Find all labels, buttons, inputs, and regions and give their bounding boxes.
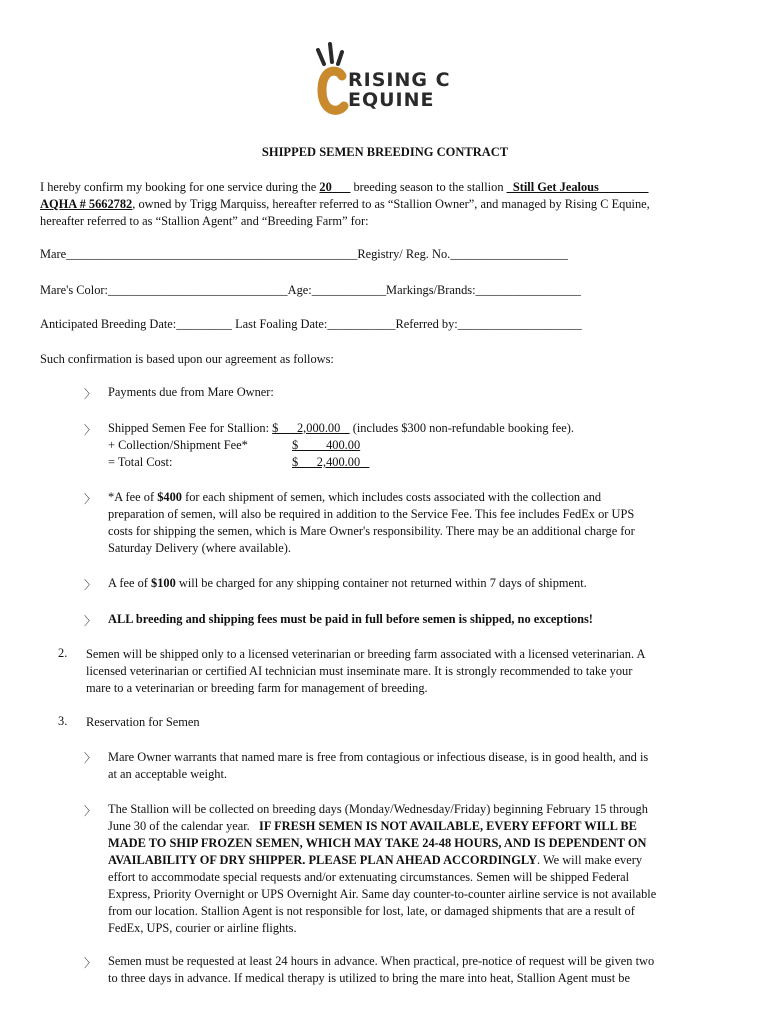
mare-color-age-markings-field[interactable]: Mare's Color:_____________________________Age:____________Markings/Brands:_________________	[40, 283, 581, 297]
collection-line-1: The Stallion will be collected on breeding days (Monday/Wednesday/Friday) beginning February 15 through	[108, 802, 648, 816]
season-year: 20___	[319, 180, 351, 194]
collection-line-4a: AVAILABILITY OF DRY SHIPPER. PLEASE PLAN AHEAD ACCORDINGLY	[108, 853, 537, 867]
logo-text-line2: EQUINE	[348, 89, 435, 111]
warranty-line-2: at an acceptable weight.	[108, 767, 228, 781]
payments-heading: Payments due from Mare Owner:	[108, 385, 274, 399]
item-2-line-3: mare to a veterinarian or breeding farm for management of breeding.	[86, 681, 428, 695]
container-fee-amount: $100	[151, 576, 176, 590]
collection-line-5: effort to accommodate special requests and/or extenuating circumstances. Semen will be shipped Federal	[108, 870, 630, 884]
container-fee-text-b: will be charged for any shipping container not returned within 7 days of shipment.	[175, 576, 587, 590]
intro-line-2	[40, 196, 740, 213]
intro-text-a: I hereby confirm my booking for one service during the	[40, 180, 320, 194]
collection-line-6: Express, Priority Overnight or UPS Overnight Air. Same day counter-to-counter airline service is not available	[108, 887, 657, 901]
item-2-paragraph	[86, 646, 746, 697]
bullet-arrow-icon: 〉	[84, 804, 97, 818]
total-cost-label: = Total Cost:	[108, 455, 173, 469]
bullet-arrow-icon: 〉	[84, 751, 97, 765]
logo-text-line1: RISING C	[348, 69, 451, 91]
shipment-fee-line-2: preparation of semen, will also be required in addition to the Service Fee. This fee includes FedEx or UPS	[108, 507, 635, 521]
intro-paragraph	[40, 179, 740, 230]
collection-line-8: FedEx, UPS, courier or airline flights.	[108, 921, 297, 935]
collection-line-4b: . We will make every	[536, 853, 643, 867]
stallion-name: _Still Get Jealous________	[506, 180, 649, 194]
request-line-1: Semen must be requested at least 24 hours in advance. When practical, pre-notice of request will be given two	[108, 954, 655, 968]
item-2-number: 2.	[58, 646, 68, 660]
collection-line-2a: June 30 of the calendar year.	[108, 819, 260, 833]
shipment-fee-amount: $400	[157, 490, 182, 504]
bullet-arrow-icon: 〉	[84, 492, 97, 506]
request-line-2: to three days in advance. If medical therapy is utilized to bring the mare into heat, Stallion Agent must be	[108, 971, 630, 985]
collection-line-7: from our location. Stallion Agent is not responsible for lost, late, or damaged shipments that are a result of	[108, 904, 635, 918]
stallion-fee-note: (includes $300 non-refundable booking fee).	[349, 421, 574, 435]
collection-fee-value: $ 400.00	[292, 438, 361, 452]
stallion-fee-label: Shipped Semen Fee for Stallion:	[108, 421, 273, 435]
mare-warranty-paragraph	[108, 749, 738, 783]
bullet-arrow-icon: 〉	[84, 387, 97, 401]
intro-line-3: hereafter referred to as “Stallion Agent” and “Breeding Farm” for:	[40, 214, 369, 228]
request-paragraph	[108, 953, 738, 987]
container-fee-text-a: A fee of	[108, 576, 152, 590]
fee-line-1	[108, 420, 574, 437]
shipment-fee-paragraph	[108, 489, 738, 557]
bullet-arrow-icon: 〉	[84, 578, 97, 592]
collection-paragraph	[108, 801, 738, 937]
breeding-dates-referred-field[interactable]: Anticipated Breeding Date:_________ Last Foaling Date:___________Referred by:____________________	[40, 317, 582, 331]
item-2-line-2: licensed veterinarian or certified AI technician must inseminate mare. It is strongly recommended to take your	[86, 664, 633, 678]
bullet-arrow-icon: 〉	[84, 423, 97, 437]
collection-fee-label: + Collection/Shipment Fee*	[108, 438, 248, 452]
bullet-arrow-icon: 〉	[84, 614, 97, 628]
item-3-number: 3.	[58, 714, 68, 728]
mare-registry-field[interactable]: Mare_______________________________________________Registry/ Reg. No.___________________	[40, 247, 568, 261]
confirmation-text: Such confirmation is based upon our agreement as follows:	[40, 352, 334, 366]
item-2-line-1: Semen will be shipped only to a licensed veterinarian or breeding farm associated with a licensed veterinarian. A	[86, 647, 646, 661]
item-3-heading: Reservation for Semen	[86, 715, 200, 729]
intro-line-1	[40, 179, 740, 196]
shipment-fee-text-a: *A fee of	[108, 490, 158, 504]
shipment-fee-line-3: costs for shipping the semen, which is Mare Owner's responsibility. There may be an additional charge for	[108, 524, 635, 538]
rising-c-equine-logo	[308, 40, 458, 120]
total-cost-value: $ 2,400.00	[292, 455, 370, 469]
intro-text-b: breeding season to the stallion	[350, 180, 507, 194]
all-fees-notice: ALL breeding and shipping fees must be paid in full before semen is shipped, no exceptions!	[108, 612, 593, 626]
aqha-number: AQHA # 5662782	[40, 197, 133, 211]
container-fee-line	[108, 575, 587, 592]
intro-text-c: , owned by Trigg Marquiss, hereafter referred to as “Stallion Owner”, and managed by Rising C Equine,	[132, 197, 650, 211]
stallion-fee-value: $ 2,000.00	[272, 421, 350, 435]
collection-line-2b: IF FRESH SEMEN IS NOT AVAILABLE, EVERY EFFORT WILL BE	[259, 819, 637, 833]
warranty-line-1: Mare Owner warrants that named mare is free from contagious or infectious disease, is in good health, and is	[108, 750, 649, 764]
shipment-fee-text-b: for each shipment of semen, which includes costs associated with the collection and	[181, 490, 602, 504]
collection-line-3: MADE TO SHIP FROZEN SEMEN, WHICH MAY TAKE 24-48 HOURS, AND IS DEPENDENT ON	[108, 836, 647, 850]
shipment-fee-line-4: Saturday Delivery (where available).	[108, 541, 292, 555]
page-title: SHIPPED SEMEN BREEDING CONTRACT	[261, 145, 509, 159]
bullet-arrow-icon: 〉	[84, 956, 97, 970]
